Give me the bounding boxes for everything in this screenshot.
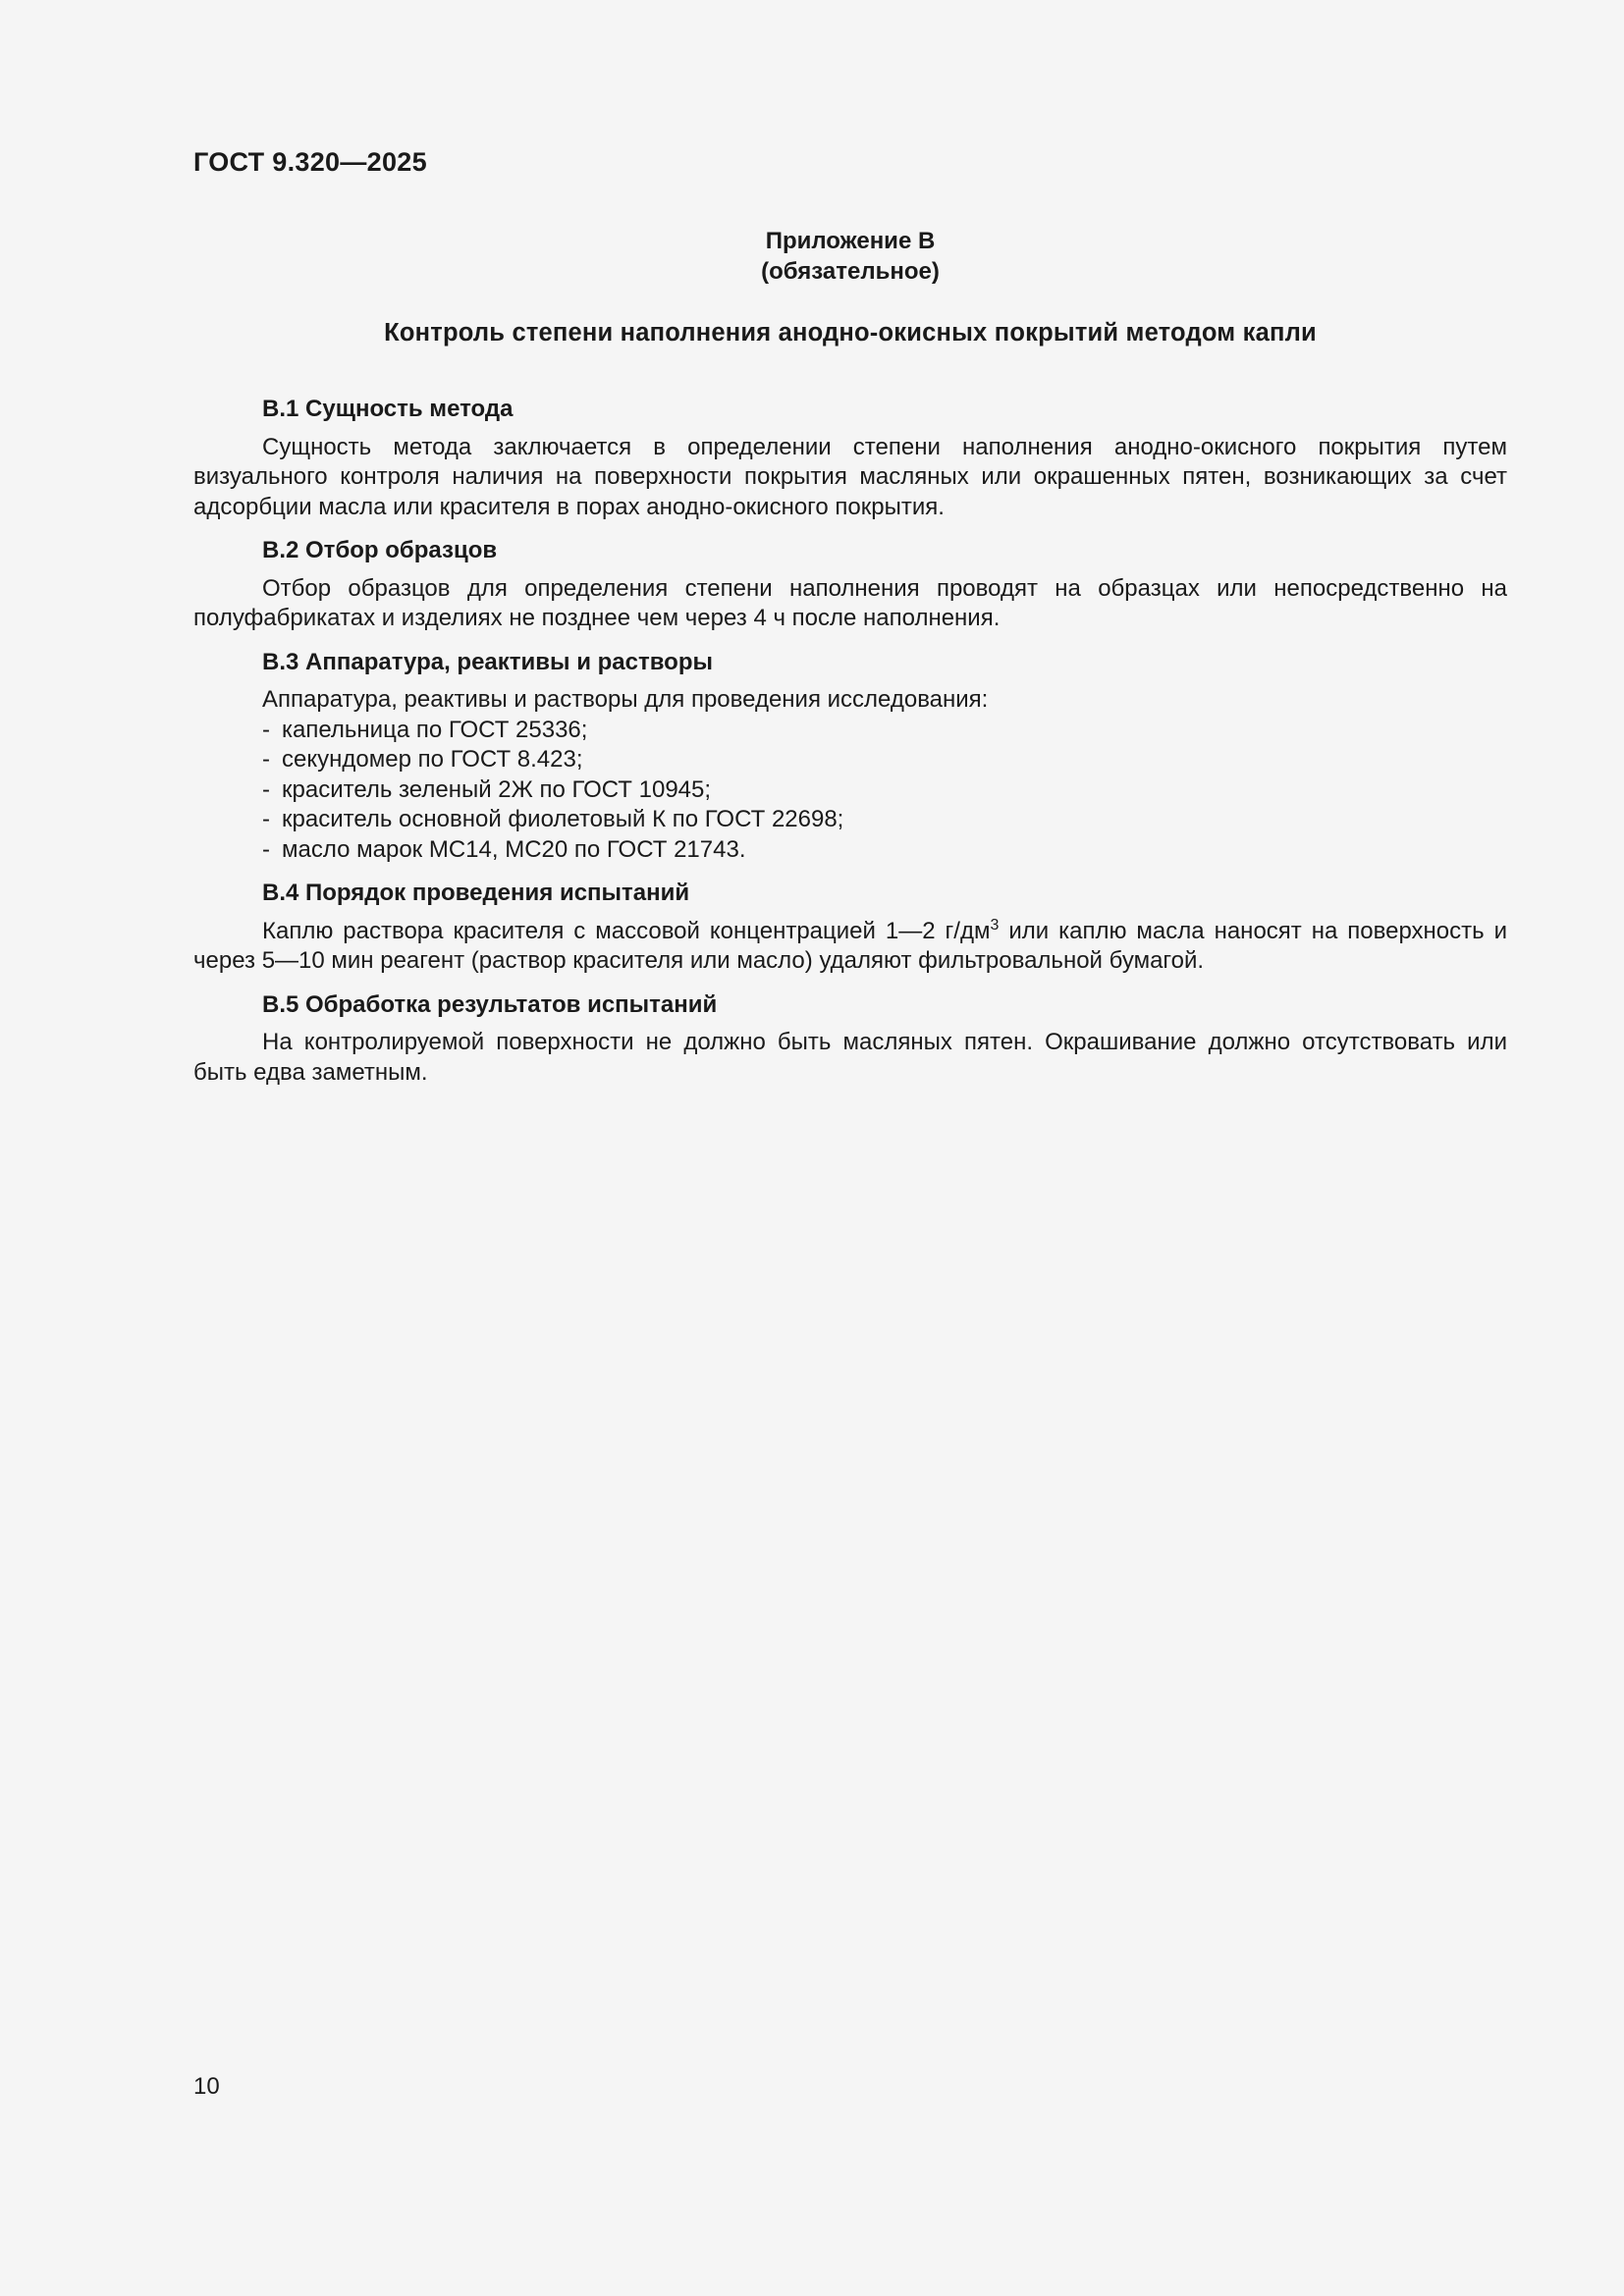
section-b2	[193, 536, 1507, 634]
section-paragraph: Отбор образцов для определения степени наполнения проводят на образцах или непосредственно на полуфабрикатах и изделиях не позднее чем через 4 ч после наполнения.	[193, 574, 1507, 631]
list-item: - краситель зеленый 2Ж по ГОСТ 10945;	[262, 775, 712, 803]
list-item: - краситель основной фиолетовый К по ГОСТ 22698;	[262, 806, 844, 832]
list-intro: Аппаратура, реактивы и растворы для проведения исследования:	[262, 686, 989, 713]
document-code: ГОСТ 9.320—2025	[193, 147, 427, 177]
section-paragraph: Сущность метода заключается в определении степени наполнения анодно-окисного покрытия путем визуального контроля наличия на поверхности покрытия масляных или окрашенных пятен, возникающих за счет адсорбции масла или красителя в порах анодно-окисного покрытия.	[193, 433, 1507, 520]
equipment-list	[193, 716, 1507, 866]
section-heading: В.3 Аппаратура, реактивы и растворы	[262, 648, 713, 675]
section-heading: В.1 Сущность метода	[262, 396, 514, 422]
document-page	[193, 0, 1507, 2296]
section-heading: В.5 Обработка результатов испытаний	[262, 990, 718, 1018]
section-paragraph: Каплю раствора красителя с массовой концентрацией 1—2 $г/дм^3$ или каплю масла наносят на поверхность и через 5—10 мин реагент (раствор красителя или масло) удаляют фильтровальной бумагой.	[193, 916, 1507, 974]
appendix-title: Контроль степени наполнения анодно-окисных покрытий методом капли	[384, 319, 1317, 347]
list-item: - секундомер по ГОСТ 8.423;	[262, 746, 583, 773]
appendix-header	[193, 226, 1507, 287]
section-heading: В.2 Отбор образцов	[262, 537, 498, 563]
section-heading: В.4 Порядок проведения испытаний	[262, 880, 690, 906]
page-number: 10	[193, 2073, 220, 2100]
section-b5	[193, 990, 1507, 1089]
section-b1	[193, 395, 1507, 522]
section-paragraph: На контролируемой поверхности не должно быть масляных пятен. Окрашивание должно отсутствовать или быть едва заметным.	[193, 1029, 1507, 1086]
appendix-label: Приложение В	[765, 228, 936, 254]
list-item: - капельница по ГОСТ 25336;	[262, 716, 588, 743]
section-b3	[193, 648, 1507, 866]
document-body	[193, 395, 1507, 1101]
section-b4	[193, 879, 1507, 977]
list-item: - масло марок МС14, МС20 по ГОСТ 21743.	[262, 835, 746, 863]
appendix-status: (обязательное)	[761, 258, 940, 285]
